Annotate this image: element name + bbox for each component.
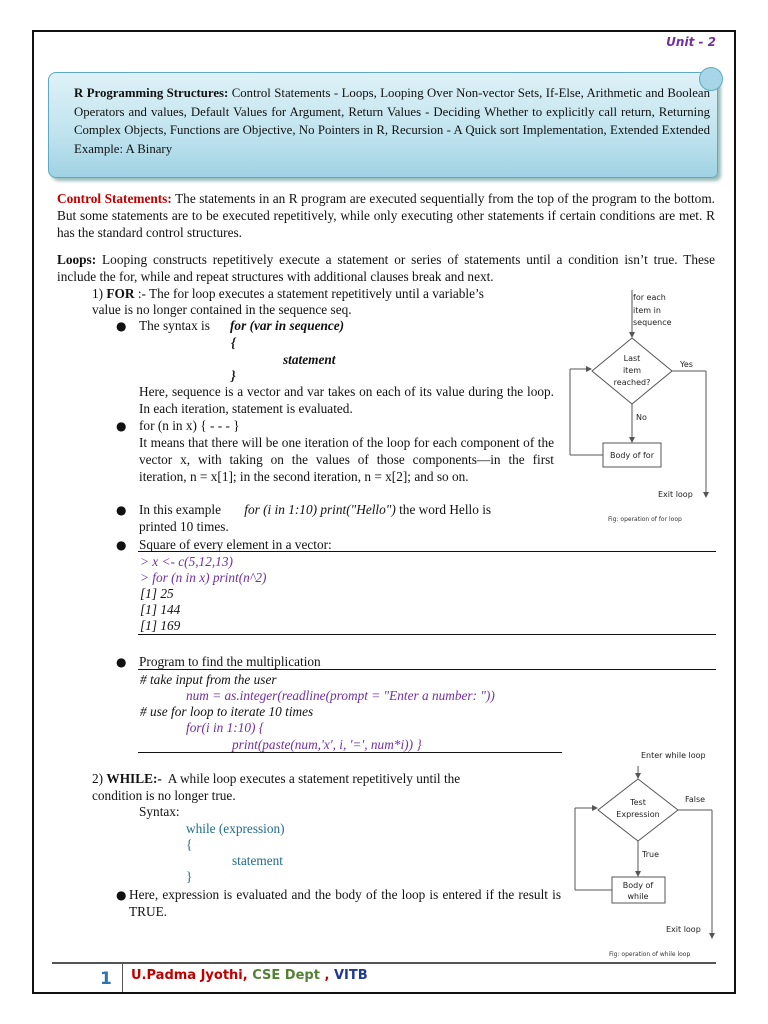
for-start-label-3: sequence xyxy=(633,318,672,327)
while-intro-line1: A while loop executes a statement repetitively until the xyxy=(167,771,461,786)
while-intro-line2: condition is no longer true. xyxy=(92,788,236,803)
square-code-1: > x <- c(5,12,13) xyxy=(140,554,233,569)
author-name: U.Padma Jyothi, xyxy=(131,968,248,983)
footer-separator xyxy=(122,964,123,992)
while-body-label-1: Body of xyxy=(622,881,654,890)
page-number: 1 xyxy=(100,969,112,989)
mult-line-3: print(paste(num,'x', i, '=', num*i)) } xyxy=(232,737,422,752)
for-decision-1: Last xyxy=(623,354,641,363)
square-out-3: [1] 169 xyxy=(140,618,181,633)
mult-label: Program to find the multiplication xyxy=(139,654,321,669)
while-true-label: True xyxy=(642,850,659,859)
bullet: ● xyxy=(116,419,127,433)
for-body-label: Body of for xyxy=(610,451,654,460)
for-exit-label: Exit loop xyxy=(658,490,693,499)
for-intro xyxy=(92,285,562,302)
mult-line-2: for(i in 1:10) { xyxy=(186,720,265,735)
while-diagram-caption: Fig: operation of while loop xyxy=(609,951,691,958)
while-intro xyxy=(92,770,562,787)
while-body-label-2: while xyxy=(627,892,649,901)
for-intro-line1: :- The for loop executes a statement repetitively until a variable’s xyxy=(137,286,484,301)
for-yes-label: Yes xyxy=(680,360,693,369)
while-syntax-line1: while (expression) xyxy=(186,821,285,836)
for-diagram-caption: Fig: operation of for loop xyxy=(608,516,682,523)
while-loop-diagram xyxy=(565,748,725,960)
while-exit-label: Exit loop xyxy=(666,925,701,934)
author-college: VITB xyxy=(333,968,368,983)
divider xyxy=(138,634,716,635)
author-dept: CSE Dept xyxy=(252,968,320,983)
for-start-label-1: for each xyxy=(633,293,666,302)
example-line xyxy=(139,501,554,518)
loops-paragraph xyxy=(57,251,715,285)
for-number: 1) xyxy=(92,286,104,301)
bullet: ● xyxy=(116,538,127,552)
while-title: WHILE:- xyxy=(106,771,162,786)
loops-title: Loops: xyxy=(57,252,97,267)
while-number: 2) xyxy=(92,771,104,786)
example-suffix2: printed 10 times. xyxy=(139,519,229,534)
while-syntax-brace-open: { xyxy=(186,837,193,852)
square-out-1: [1] 25 xyxy=(140,586,174,601)
bullet: ● xyxy=(116,888,127,902)
for-start-label-2: item in xyxy=(633,306,661,315)
forn-text: It means that there will be one iteration of the loop for each component of the vector x, with taking on the values of those components—in the first iteration, n = x[1]; in the second iteration, n = x[2]; and so on. xyxy=(139,435,554,484)
divider xyxy=(138,669,716,670)
footer-rule xyxy=(52,962,716,964)
bullet: ● xyxy=(116,655,127,669)
example-suffix: the word Hello is xyxy=(399,502,492,517)
for-no-label: No xyxy=(636,413,647,422)
for-decision-2: item xyxy=(622,366,642,375)
control-text: The statements in an R program are executed sequentially from the top of the program to the bottom. But some statements are to be executed repetitively, while only executing other statements if certain conditions are met. R has the standard control structures. xyxy=(57,191,715,240)
while-syntax-brace-close: } xyxy=(186,869,193,884)
while-false-label: False xyxy=(685,795,706,804)
mult-comment-1: # take input from the user xyxy=(140,672,277,687)
for-syntax-brace-close: } xyxy=(231,368,236,383)
bullet: ● xyxy=(116,319,127,333)
for-syntax-statement: statement xyxy=(283,352,336,367)
while-decision-2: Expression xyxy=(616,810,660,819)
footer-comma: , xyxy=(324,968,330,983)
for-here-text: Here, sequence is a vector and var takes on each of its value during the loop. In each iteration, statement is evaluated. xyxy=(139,384,554,416)
for-syntax-line1: for (var in sequence) xyxy=(230,318,345,333)
mult-comment-2: # use for loop to iterate 10 times xyxy=(140,704,314,719)
for-title: FOR xyxy=(106,286,135,301)
while-here-text: Here, expression is evaluated and the body of the loop is entered if the result is TRUE. xyxy=(129,887,561,919)
unit-label: Unit - 2 xyxy=(666,35,716,49)
syllabus-text xyxy=(74,84,710,158)
for-intro-line2: value is no longer contained in the sequence seq. xyxy=(92,302,352,317)
while-decision-1: Test xyxy=(630,798,646,807)
divider xyxy=(138,752,562,753)
divider xyxy=(138,551,716,552)
while-start-label: Enter while loop xyxy=(641,751,706,760)
control-title: Control Statements: xyxy=(57,191,172,206)
for-decision-3: reached? xyxy=(613,378,651,387)
for-loop-diagram xyxy=(560,285,720,530)
bullet: ● xyxy=(116,503,127,517)
forn-label: for (n in x) { - - - } xyxy=(139,418,240,433)
loops-text: Looping constructs repetitively execute a statement or series of statements until a condition isn’t true. These include the for, while and repeat structures with additional clauses break and next. xyxy=(57,252,716,284)
footer-author xyxy=(131,968,368,983)
square-code-2: > for (n in x) print(n^2) xyxy=(140,570,267,585)
square-label: Square of every element in a vector: xyxy=(139,537,332,552)
control-paragraph xyxy=(57,190,715,241)
syllabus-body: Control Statements - Loops, Looping Over Non-vector Sets, If-Else, Arithmetic and Boolean Operators and values, Default Values for Argument, Return Values - Deciding Whether to explicitly call return, Returning Complex Objects, Functions are Objective, No Pointers in R, Recursion - A Quick sort Implementation, Extended Extended Example: A Binary xyxy=(74,86,710,156)
for-syntax-label: The syntax is xyxy=(139,318,210,333)
syllabus-title: R Programming Structures: xyxy=(74,86,229,100)
mult-line-1: num = as.integer(readline(prompt = "Enter a number: ")) xyxy=(186,688,495,703)
square-out-2: [1] 144 xyxy=(140,602,181,617)
example-prefix: In this example xyxy=(139,502,221,517)
for-syntax-brace-open: { xyxy=(231,335,236,350)
example-code: for (i in 1:10) print("Hello") xyxy=(244,502,396,517)
while-syntax-label: Syntax: xyxy=(139,804,180,819)
while-syntax-statement: statement xyxy=(232,853,283,868)
